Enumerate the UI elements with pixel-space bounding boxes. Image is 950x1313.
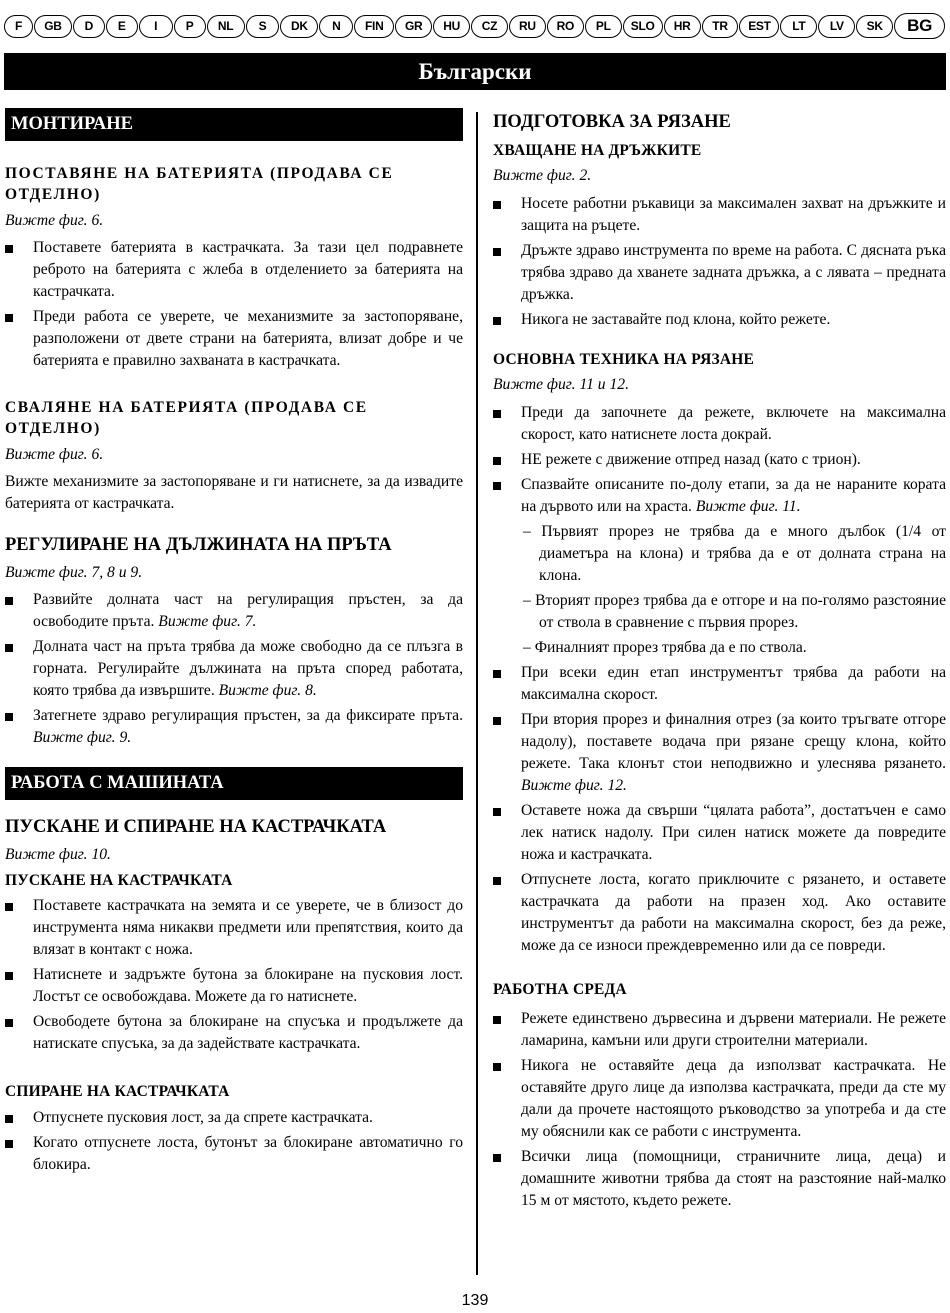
technique-heading: ОСНОВНА ТЕХНИКА НА РЯЗАНЕ (493, 351, 755, 368)
language-banner: Български (4, 53, 946, 90)
list-item: Никога не оставяйте деца да използват кастрачката. Не оставяйте друго лице да използва кастрачката, преди да сте му дали да прочете настоящото ръководство за употреба и да сте му обяснили как се работи с инструмента. (493, 1055, 946, 1143)
list-item: Натиснете и задръжте бутона за блокиране на пусковия лост. Лостът се освобождава. Можете да го натиснете. (5, 964, 463, 1008)
lang-gr[interactable]: GR (395, 15, 432, 38)
section-header-operation: РАБОТА С МАШИНАТА (5, 767, 463, 800)
lang-hr[interactable]: HR (664, 15, 701, 38)
list-item: Преди да започнете да режете, включете на максимална скорост, като натиснете лоста докрай. (493, 402, 946, 446)
column-divider (476, 112, 478, 1275)
list-item: Развийте долната част на регулиращия пръстен, за да освободите пръта. Вижте фиг. 7. (5, 589, 463, 633)
lang-i[interactable]: I (139, 15, 173, 38)
list-item: НЕ режете с движение отпред назад (като с трион). (493, 449, 946, 471)
list-item: При втория прорез и финалния отрез (за които тръгвате отгоре надолу), поставете водача при рязане срещу клона, който режете. Така клонът стои неподвижно и улеснява рязането. Вижте фиг. 12. (493, 709, 946, 797)
lang-e[interactable]: E (106, 15, 138, 38)
list-item: Освободете бутона за блокиране на спусъка и продължете да натискате спусъка, за да задействате кастрачката. (5, 1011, 463, 1055)
page-number: 139 (461, 1292, 489, 1309)
battery-remove-ref: Вижте фиг. 6. (5, 446, 104, 463)
start-stop-ref: Вижте фиг. 10. (5, 846, 111, 863)
list-item: Всички лица (помощници, страничните лица, деца) и домашните животни трябва да стоят на разстояние най-малко 15 м от мястото, където режете. (493, 1146, 946, 1212)
lang-gb[interactable]: GB (34, 15, 72, 38)
start-heading: ПУСКАНЕ НА КАСТРАЧКАТА (5, 872, 233, 889)
battery-insert-ref: Вижте фиг. 6. (5, 212, 104, 229)
lang-est[interactable]: EST (739, 15, 779, 38)
sub-step: – Първият прорез не трябва да е много дълбок (1/4 от диаметъра на клона) и трябва да е от долната страна на клона. (523, 523, 946, 584)
list-item: Отпуснете лоста, когато приключите с рязането, и оставете кастрачката да работи на празен ход. Ако оставите инструментът да работи на максимална скорост, без да реже, може да се износи преждевременно или да се повреди. (493, 869, 946, 957)
stop-heading: СПИРАНЕ НА КАСТРАЧКАТА (5, 1083, 230, 1100)
lang-n[interactable]: N (319, 15, 353, 38)
list-item: Носете работни ръкавици за максимален захват на дръжките и защита на ръцете. (493, 193, 946, 237)
sub-step: – Вторият прорез трябва да е отгоре и на по-голямо разстояние от ствола в сравнение с първия прорез. (523, 592, 946, 631)
list-item: Спазвайте описаните по-долу етапи, за да не нараните кората на дървото или на храста. Вижте фиг. 11. (493, 474, 946, 518)
list-item: При всеки един етап инструментът трябва да работи на максимална скорост. (493, 662, 946, 706)
lang-fin[interactable]: FIN (354, 15, 394, 38)
lang-nl[interactable]: NL (207, 15, 245, 38)
lang-pl[interactable]: PL (585, 15, 622, 38)
right-column (493, 110, 946, 1212)
technique-ref: Вижте фиг. 11 и 12. (493, 376, 629, 393)
list-item: Режете единствено дървесина и дървени материали. Не режете ламарина, камъни или други строителни материали. (493, 1008, 946, 1052)
lang-hu[interactable]: HU (433, 15, 470, 38)
list-item: Поставете батерията в кастрачката. За тази цел подравнете реброто на батерията с жлеба в отделението за батерията на кастрачката. (5, 237, 463, 303)
list-item: Затегнете здраво регулиращия пръстен, за да фиксирате пръта. Вижте фиг. 9. (5, 705, 463, 749)
sub-step: – Финалният прорез трябва да е по ствола. (523, 639, 807, 656)
lang-d[interactable]: D (73, 15, 105, 38)
work-environment-heading: РАБОТНА СРЕДА (493, 981, 627, 998)
lang-s[interactable]: S (246, 15, 280, 38)
lang-lt[interactable]: LT (780, 15, 817, 38)
grip-heading: ХВАЩАНЕ НА ДРЪЖКИТЕ (493, 142, 702, 159)
list-item: Преди работа се уверете, че механизмите за застопоряване, разположени от двете страни на батерията, влизат добре и че батерията е правилно захваната в кастрачката. (5, 306, 463, 372)
battery-remove-text: Вижте механизмите за застопоряване и ги натиснете, за да извадите батерията от кастрачката. (5, 473, 463, 512)
lang-ru[interactable]: RU (509, 15, 546, 38)
list-item: Отпуснете пусковия лост, за да спрете кастрачката. (5, 1107, 463, 1129)
lang-dk[interactable]: DK (280, 15, 318, 38)
lang-sk[interactable]: SK (856, 15, 893, 38)
pole-length-heading: РЕГУЛИРАНЕ НА ДЪЛЖИНАТА НА ПРЪТА (5, 535, 392, 555)
cutting-prep-heading: ПОДГОТОВКА ЗА РЯЗАНЕ (493, 112, 731, 132)
start-stop-heading: ПУСКАНЕ И СПИРАНЕ НА КАСТРАЧКАТА (5, 817, 387, 837)
list-item: Долната част на пръта трябва да може свободно да се плъзга в горната. Регулирайте дължината на пръта според работата, която трябва да извършите. Вижте фиг. 8. (5, 636, 463, 702)
left-column (5, 108, 463, 1176)
lang-p[interactable]: P (174, 15, 206, 38)
lang-f[interactable]: F (4, 15, 33, 38)
lang-bg-active[interactable]: BG (894, 13, 945, 39)
lang-cz[interactable]: CZ (471, 15, 508, 38)
grip-ref: Вижте фиг. 2. (493, 167, 592, 184)
section-header-mounting: МОНТИРАНЕ (5, 108, 463, 141)
battery-insert-heading: ПОСТАВЯНЕ НА БАТЕРИЯТА (ПРОДАВА СЕ ОТДЕЛНО) (5, 165, 394, 203)
lang-slo[interactable]: SLO (623, 15, 663, 38)
lang-tr[interactable]: TR (702, 15, 739, 38)
list-item: Никога не заставайте под клона, който режете. (493, 309, 946, 331)
lang-lv[interactable]: LV (818, 15, 855, 38)
lang-ro[interactable]: RO (547, 15, 584, 38)
list-item: Оставете ножа да свърши “цялата работа”, достатъчен е само лек натиск надолу. При силен натиск можете да повредите ножа и кастрачката. (493, 800, 946, 866)
language-bar (4, 13, 946, 39)
battery-remove-heading: СВАЛЯНЕ НА БАТЕРИЯТА (ПРОДАВА СЕ ОТДЕЛНО) (5, 399, 368, 437)
list-item: Когато отпуснете лоста, бутонът за блокиране автоматично го блокира. (5, 1132, 463, 1176)
list-item: Поставете кастрачката на земята и се уверете, че в близост до инструмента няма никакви предмети или препятствия, които да влязат в контакт с ножа. (5, 895, 463, 961)
pole-length-ref: Вижте фиг. 7, 8 и 9. (5, 564, 143, 581)
list-item: Дръжте здраво инструмента по време на работа. С дясната ръка трябва здраво да хванете задната дръжка, а с лявата – предната дръжка. (493, 240, 946, 306)
